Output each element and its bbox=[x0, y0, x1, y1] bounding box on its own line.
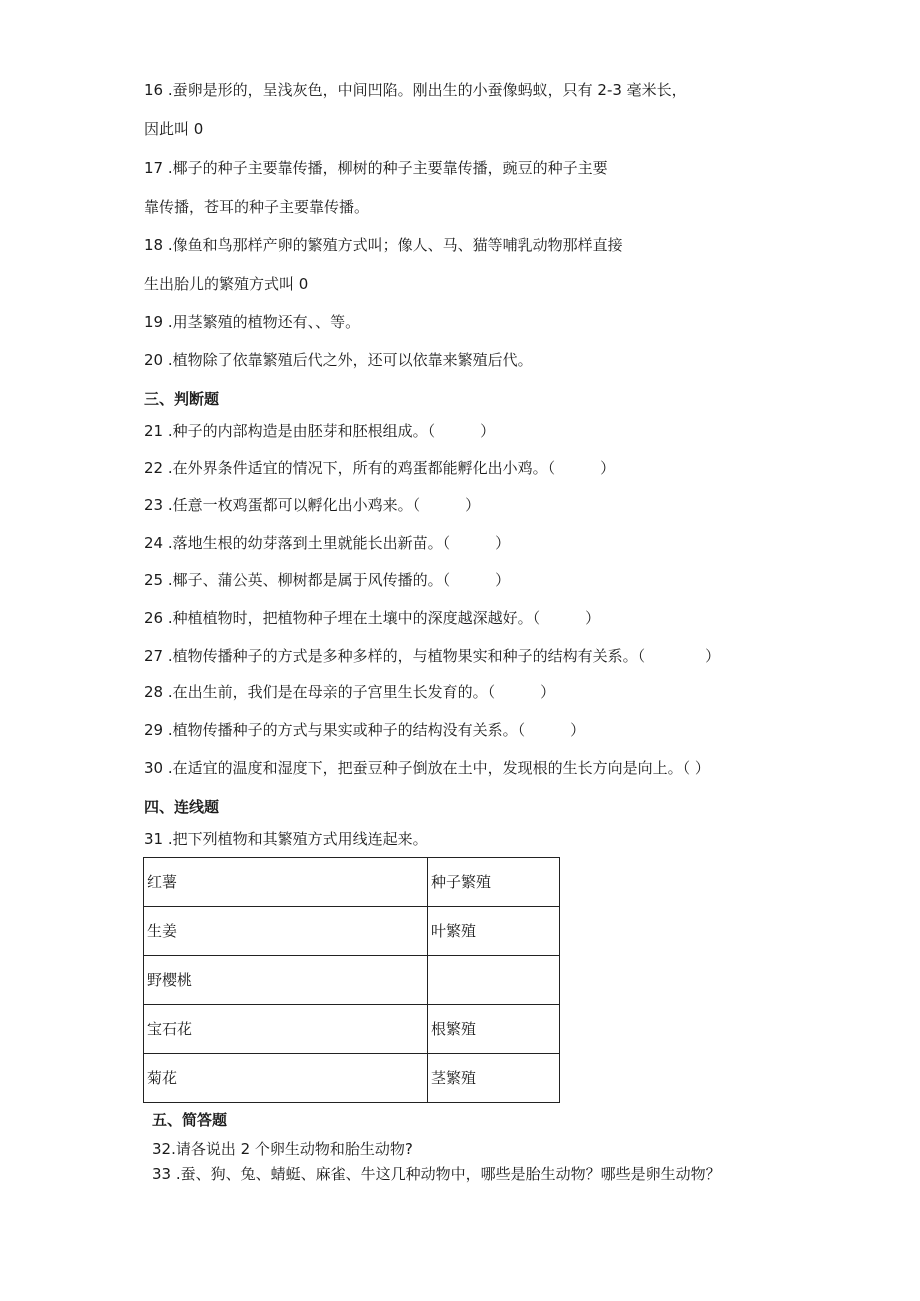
question-29: 29 .植物传播种子的方式与果实或种子的结构没有关系。（ ） bbox=[144, 721, 586, 739]
question-25: 25 .椰子、蒲公英、柳树都是属于风传播的。（ ） bbox=[144, 571, 511, 589]
plant-cell: 生姜 bbox=[144, 907, 428, 956]
table-row bbox=[144, 858, 560, 907]
plant-cell: 菊花 bbox=[144, 1054, 428, 1103]
plant-cell: 宝石花 bbox=[144, 1005, 428, 1054]
question-17-line-2: 靠传播，苍耳的种子主要靠传播。 bbox=[144, 198, 370, 216]
question-19: 19 .用茎繁殖的植物还有、、等。 bbox=[144, 313, 361, 331]
question-32: 32.请各说出 2 个卵生动物和胎生动物? bbox=[152, 1140, 413, 1158]
table-row bbox=[144, 956, 560, 1005]
question-30: 30 .在适宜的温度和湿度下，把蚕豆种子倒放在土中，发现根的生长方向是向上。（ ） bbox=[144, 759, 710, 777]
section-5-title: 五、简答题 bbox=[152, 1111, 228, 1129]
method-cell: 根繁殖 bbox=[428, 1005, 560, 1054]
question-18-line-2: 生出胎儿的繁殖方式叫 0 bbox=[144, 275, 309, 293]
question-24: 24 .落地生根的幼芽落到土里就能长出新苗。（ ） bbox=[144, 534, 511, 552]
question-21: 21 .种子的内部构造是由胚芽和胚根组成。（ ） bbox=[144, 422, 496, 440]
table-row bbox=[144, 907, 560, 956]
table-row bbox=[144, 1005, 560, 1054]
question-33: 33 .蚕、狗、兔、蜻蜓、麻雀、牛这几种动物中，哪些是胎生动物？哪些是卵生动物？ bbox=[152, 1165, 721, 1183]
question-22: 22 .在外界条件适宜的情况下，所有的鸡蛋都能孵化出小鸡。（ ） bbox=[144, 459, 616, 477]
question-17-line-1: 17 .椰子的种子主要靠传播，柳树的种子主要靠传播，豌豆的种子主要 bbox=[144, 159, 608, 177]
method-cell bbox=[428, 956, 560, 1005]
question-18-line-1: 18 .像鱼和鸟那样产卵的繁殖方式叫；像人、马、猫等哺乳动物那样直接 bbox=[144, 236, 623, 254]
table-row bbox=[144, 1054, 560, 1103]
question-16-line-1: 16 .蚕卵是形的，呈浅灰色，中间凹陷。刚出生的小蚕像蚂蚁，只有 2-3 毫米长， bbox=[144, 81, 687, 99]
question-16-line-2: 因此叫 0 bbox=[144, 120, 204, 138]
matching-table bbox=[143, 857, 560, 1103]
section-4-title: 四、连线题 bbox=[144, 798, 220, 816]
method-cell: 叶繁殖 bbox=[428, 907, 560, 956]
plant-cell: 野樱桃 bbox=[144, 956, 428, 1005]
question-20: 20 .植物除了依靠繁殖后代之外，还可以依靠来繁殖后代。 bbox=[144, 351, 533, 369]
method-cell: 种子繁殖 bbox=[428, 858, 560, 907]
question-31: 31 .把下列植物和其繁殖方式用线连起来。 bbox=[144, 830, 428, 848]
method-cell: 茎繁殖 bbox=[428, 1054, 560, 1103]
question-28: 28 .在出生前，我们是在母亲的子宫里生长发育的。（ ） bbox=[144, 683, 556, 701]
question-27: 27 .植物传播种子的方式是多种多样的，与植物果实和种子的结构有关系。（ ） bbox=[144, 647, 721, 665]
question-26: 26 .种植植物时，把植物种子埋在土壤中的深度越深越好。（ ） bbox=[144, 609, 601, 627]
question-23: 23 .任意一枚鸡蛋都可以孵化出小鸡来。（ ） bbox=[144, 496, 481, 514]
plant-cell: 红薯 bbox=[144, 858, 428, 907]
section-3-title: 三、判断题 bbox=[144, 390, 220, 408]
